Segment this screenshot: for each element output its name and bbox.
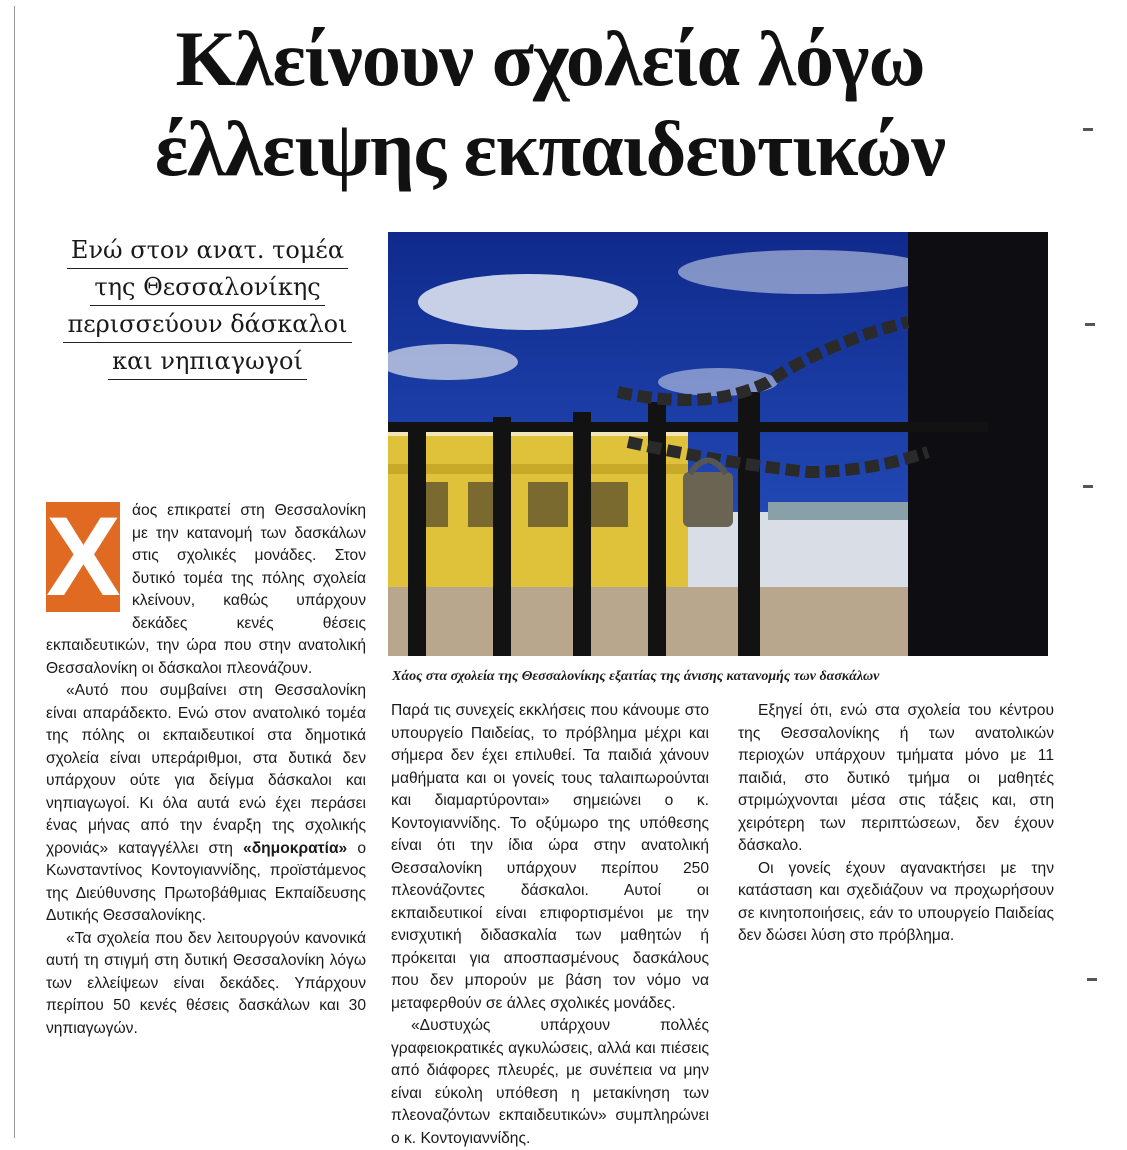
margin-mark <box>1087 978 1097 981</box>
margin-mark <box>1083 485 1093 488</box>
article-column-1 <box>46 494 366 1040</box>
margin-mark <box>1083 128 1093 131</box>
paragraph-7: Οι γονείς έχουν αγανακτήσει με την κατάσταση και σχεδιάζουν να προχωρήσουν σε κινητοποιήσεις, εάν το υπουργείο Παιδείας δεν δώσει λύση στο πρόβλημα. <box>738 859 1054 944</box>
chained-school-gate-illustration <box>388 232 1048 656</box>
paragraph-1: άος επικρατεί στη Θεσσαλονίκη με την κατανομή των δασκάλων στις σχολικές μονάδες. Στον δυτικό τομέα της πόλης σχολεία κλείνουν, καθώς υπάρχουν δεκάδες κενές θέσεις εκπαιδευτικών, την ώρα που στην ανατολική Θεσσαλονίκη οι δάσκαλοι πλεονάζουν. <box>46 502 366 677</box>
margin-mark <box>1085 323 1095 326</box>
subheadline-line: της Θεσσαλονίκης <box>90 269 324 306</box>
headline-line-2: έλλειψης εκπαιδευτικών <box>154 105 946 192</box>
subheadline-line: και νηπιαγωγοί <box>108 343 307 380</box>
subheadline-line: Ενώ στον ανατ. τομέα <box>67 232 348 269</box>
paragraph-2: «Αυτό που συμβαίνει στη Θεσσαλονίκη είναι απαράδεκτο. Ενώ στον ανατολικό τομέα της πόλης οι εκπαιδευτικοί στα δημοτικά σχολεία είναι υπεράριθμοι, στα δυτικά δεν υπάρχουν ούτε για δείγμα δάσκαλοι και νηπιαγωγοί. Κι όλα αυτά ενώ έχει περάσει ένας μήνας από την έναρξη της σχολικής χρονιάς» καταγγέλλει στη <box>46 682 366 857</box>
headline <box>30 14 1070 194</box>
article-photo <box>388 232 1048 656</box>
paragraph-3: «Τα σχολεία που δεν λειτουργούν κανονικά αυτή τη στιγμή στη δυτική Θεσσαλονίκη λόγω των ελλείψεων είναι δεκάδες. Υπάρχουν περίπου 50 κενές θέσεις δασκάλων και 30 νηπιαγωγών. <box>46 929 366 1037</box>
subheadline <box>40 232 375 380</box>
photo-caption: Χάος στα σχολεία της Θεσσαλονίκης εξαιτίας της άνισης κατανομής των δασκάλων <box>392 669 880 684</box>
newspaper-name: «δημοκρατία» <box>243 839 348 857</box>
paragraph-2-end: ο Κωνσταντίνος Κοντογιαννίδης, προϊστάμενος της Διεύθυνσης Πρωτοβάθμιας Εκπαίδευσης Δυτικής Θεσσαλονίκης. <box>46 839 366 924</box>
article-column-2 <box>391 700 709 1150</box>
subheadline-line: περισσεύουν δάσκαλοι <box>63 306 351 343</box>
paragraph-5: «Δυστυχώς υπάρχουν πολλές γραφειοκρατικές αγκυλώσεις, αλλά και πιέσεις από διάφορες πλευρές, με συνέπεια να μην είναι εύκολη υπόθεση η μετακίνηση των πλεοναζόντων εκπαιδευτικών» συμπληρώνει ο κ. Κοντογιαννίδης. <box>391 1017 709 1147</box>
drop-cap: Χ <box>46 494 121 619</box>
paragraph-6: Εξηγεί ότι, ενώ στα σχολεία του κέντρου της Θεσσαλονίκης ή των ανατολικών περιοχών υπάρχουν τμήματα μόνο με 11 παιδιά, στο δυτικό τμήμα οι μαθητές στριμώχνονται μέσα στις τάξεις και, στη χειρότερη των περιπτώσεων, δεν έχουν δάσκαλο. <box>738 702 1054 854</box>
page-left-rule <box>14 6 15 1138</box>
article-column-3 <box>738 700 1054 948</box>
paragraph-4: Παρά τις συνεχείς εκκλήσεις που κάνουμε στο υπουργείο Παιδείας, το πρόβλημα μέχρι και σήμερα δεν έχει επιλυθεί. Τα παιδιά χάνουν μαθήματα και οι γονείς τους ταλαιπωρούνται και διαμαρτύρονται» σημειώνει ο κ. Κοντογιαννίδης. Το οξύμωρο της υπόθεσης είναι ότι την ίδια ώρα στην ανατολική Θεσσαλονίκη υπάρχουν περίπου 250 πλεονάζοντες δάσκαλοι. Αυτοί οι εκπαιδευτικοί είναι επιφορτισμένοι με την ενισχυτική διδασκαλία των μαθητών ή πρόκειται για αποσπασμένους δασκάλους που δεν μπορούν με βάση τον νόμο να μεταφερθούν σε άλλες σχολικές μονάδες. <box>391 702 709 1012</box>
headline-line-1: Κλείνουν σχολεία λόγω <box>175 15 925 102</box>
